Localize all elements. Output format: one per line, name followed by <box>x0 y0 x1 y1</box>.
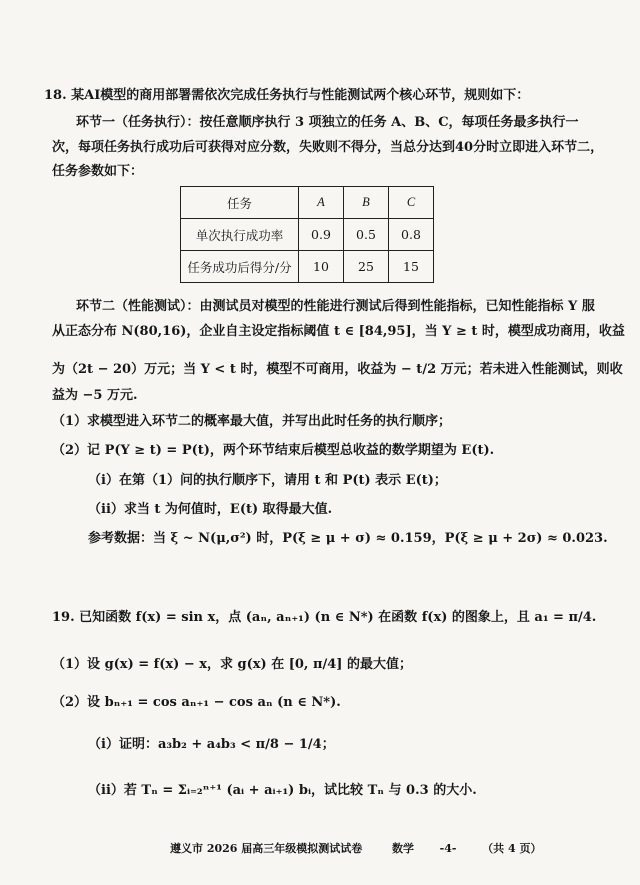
table-cell: 0.8 <box>389 219 434 251</box>
table-header-cell: C <box>389 187 434 219</box>
q18-stage1-line1: 环节一（任务执行）：按任意顺序执行 3 项独立的任务 A、B、C，每项任务最多执行一 <box>76 115 579 130</box>
q18-stage2-line1: 环节二（性能测试）：由测试员对模型的性能进行测试后得到性能指标，已知性能指标 Y 服 <box>76 299 595 314</box>
q18-stage1-line3: 任务参数如下： <box>52 164 144 179</box>
task-parameter-table <box>180 186 434 283</box>
q19-part2: （2）设 bₙ₊₁ = cos aₙ₊₁ − cos aₙ (n ∈ N*). <box>52 695 341 710</box>
table-row <box>181 219 434 251</box>
table-cell: 10 <box>299 251 344 283</box>
q18-part1: （1）求模型进入环节二的概率最大值，并写出此时任务的执行顺序； <box>52 414 452 429</box>
q18-heading: 18. 某AI模型的商用部署需依次完成任务执行与性能测试两个核心环节，规则如下： <box>44 88 530 103</box>
table-header-cell: A <box>299 187 344 219</box>
footer <box>170 840 541 856</box>
q18-stage2-line3: 为（2t − 20）万元；当 Y < t 时，模型不可商用，收益为 − t/2 万元；若未进入性能测试，则收 <box>52 362 623 377</box>
q18-stage2-line2: 从正态分布 N(80,16)，企业自主设定指标阈值 t ∈ [84,95]，当 Y ≥ t 时，模型成功商用，收益 <box>52 324 625 339</box>
q18-stage1-line2: 次，每项任务执行成功后可获得对应分数，失败则不得分，当总分达到40分时立即进入环节二， <box>52 140 604 155</box>
q19-part2-i: （i）证明：a₃b₂ + a₄b₃ < π/8 − 1/4； <box>88 737 335 752</box>
footer-subject: 数学 <box>391 842 414 855</box>
footer-page-number: -4- <box>439 842 457 855</box>
table-cell: 0.9 <box>299 219 344 251</box>
q18-reference-data: 参考数据：当 ξ ~ N(μ,σ²) 时，P(ξ ≥ μ + σ) ≈ 0.159，P(ξ ≥ μ + 2σ) ≈ 0.023. <box>88 531 608 546</box>
q18-part2: （2）记 P(Y ≥ t) = P(t)，两个环节结束后模型总收益的数学期望为 E(t). <box>52 443 495 458</box>
table-row <box>181 251 434 283</box>
q18-stage2-line4: 益为 −5 万元. <box>52 388 138 403</box>
table-header-cell: 任务 <box>181 187 299 219</box>
table-cell: 任务成功后得分/分 <box>181 251 299 283</box>
q18-part2-ii: （ii）求当 t 为何值时，E(t) 取得最大值. <box>88 502 333 517</box>
table-header-row <box>181 187 434 219</box>
footer-exam-title: 遵义市 2026 届高三年级模拟测试试卷 <box>170 842 363 855</box>
q19-part1: （1）设 g(x) = f(x) − x，求 g(x) 在 [0, π/4] 的最大值； <box>52 657 412 672</box>
table-header-cell: B <box>344 187 389 219</box>
table-cell: 25 <box>344 251 389 283</box>
table-cell: 单次执行成功率 <box>181 219 299 251</box>
q19-part2-ii: （ii）若 Tₙ = Σᵢ₌₂ⁿ⁺¹ (aᵢ + aᵢ₊₁) bᵢ，试比较 Tₙ 与 0.3 的大小. <box>88 783 477 798</box>
q19-heading: 19. 已知函数 f(x) = sin x，点 (aₙ, aₙ₊₁) (n ∈ N*) 在函数 f(x) 的图象上，且 a₁ = π/4. <box>52 610 597 625</box>
table-cell: 15 <box>389 251 434 283</box>
q18-part2-i: （i）在第（1）问的执行顺序下，请用 t 和 P(t) 表示 E(t)； <box>88 473 447 488</box>
footer-total-pages: （共 4 页） <box>482 842 542 855</box>
table-cell: 0.5 <box>344 219 389 251</box>
